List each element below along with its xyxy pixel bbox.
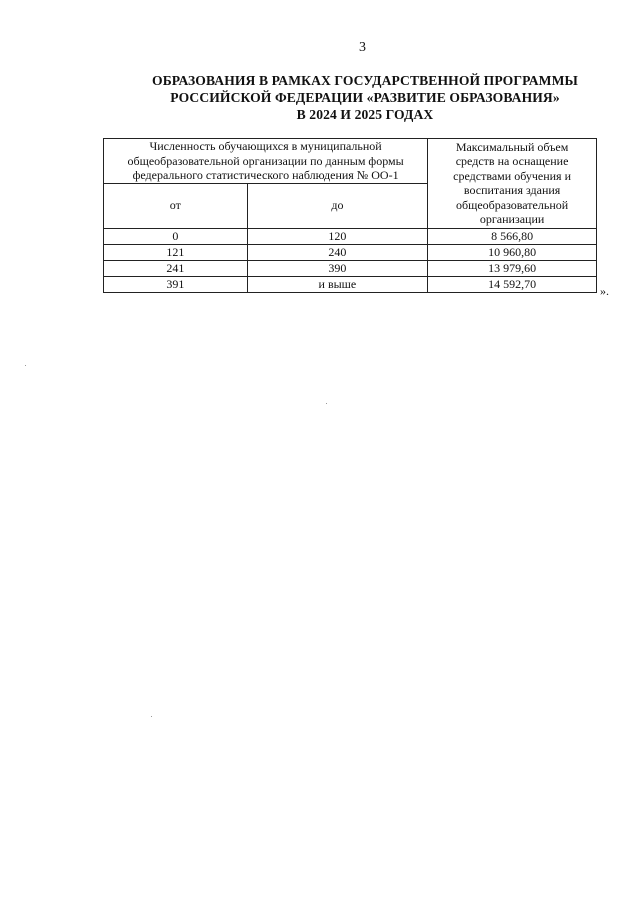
header-max-line: средствами обучения и [453,168,571,183]
funding-norms-table [103,138,597,293]
cell-to: 390 [247,260,428,276]
title-line-3: В 2024 И 2025 ГОДАХ [296,107,434,122]
header-max-line: общеобразовательной [456,197,569,212]
table-header-row [104,139,597,184]
title-line-2: РОССИЙСКОЙ ФЕДЕРАЦИИ «РАЗВИТИЕ ОБРАЗОВАНИЯ» [170,90,560,105]
cell-from: 241 [104,260,248,276]
cell-from: 0 [104,228,248,244]
title-line-1: ОБРАЗОВАНИЯ В РАМКАХ ГОСУДАРСТВЕННОЙ ПРОГРАММЫ [152,73,578,88]
cell-to: и выше [247,276,428,292]
header-max-line: Максимальный объем [455,139,569,154]
header-student-count [104,139,428,184]
header-max-line: организации [479,212,545,227]
document-title [100,72,630,123]
scan-speck [25,365,26,366]
table-row [104,260,597,276]
cell-max: 14 592,70 [428,276,597,292]
cell-from: 121 [104,244,248,260]
cell-max: 8 566,80 [428,228,597,244]
table-row [104,244,597,260]
table-row [104,276,597,292]
header-count-line: общеобразовательной организации по данным формы [127,153,404,168]
header-max-line: воспитания здания [463,183,561,198]
table-row [104,228,597,244]
header-count-line: федерального статистического наблюдения № ОО-1 [132,168,399,182]
cell-max: 10 960,80 [428,244,597,260]
page-number: 3 [359,40,366,55]
header-count-line: Численность обучающихся в муниципальной [149,139,382,153]
header-max-line: средств на оснащение [455,154,569,169]
header-to: до [247,183,428,228]
header-max-funding [428,139,597,229]
cell-to: 240 [247,244,428,260]
header-from: от [104,183,248,228]
closing-quote: ». [600,284,609,298]
cell-to: 120 [247,228,428,244]
scan-speck [151,716,152,717]
cell-max: 13 979,60 [428,260,597,276]
scan-speck [326,403,327,404]
cell-from: 391 [104,276,248,292]
